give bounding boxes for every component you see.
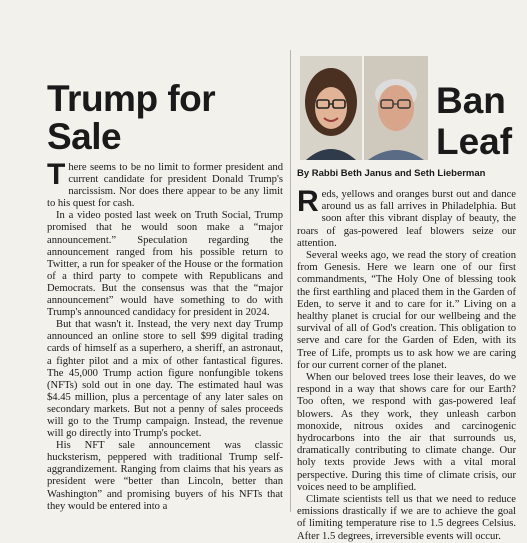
left-paragraph-3: But that wasn't it. Instead, the very next day Trump announced an online store to sell $99 digital trading cards of himself as a superhero, a sheriff, an astronaut, a fighter pilot and a mix of other fantastical figures. The 45,000 Trump action figure nonfungible tokens (NFTs) sold out in one day. The estimated haul was $4.45 million, plus a percentage of any later sales on secondary markets. But not a penny of sales proceeds will go to the Trump campaign. Instead, the revenue will go directly into Trump's pocket. <box>47 319 283 440</box>
right-paragraph-1-text: eds, yellows and oranges burst out and dance around us as fall arrives in Philadelphia. But soon after this vibrant display of beauty, the roars of gas-powered leaf blowers seize our attention. <box>297 189 516 249</box>
left-article <box>47 80 283 512</box>
author-photo-lieberman <box>364 56 428 160</box>
right-headline <box>436 80 512 162</box>
right-dropcap: R <box>297 185 319 218</box>
right-article-body <box>297 185 516 543</box>
right-paragraph-4: Climate scientists tell us that we need to reduce emissions drastically if we are to achieve the goal of limiting temperature rise to 1.5 degrees Celsius. After 1.5 degrees, irreversible events will occur. <box>297 494 516 542</box>
byline: By Rabbi Beth Janus and Seth Lieberman <box>297 168 486 179</box>
right-paragraph-3: When our beloved trees lose their leaves, do we respond in a way that shows care for our Earth? Too often, we respond with gas-powered leaf blowers. As they work, they unleash carbon monoxide, nitrous oxides and carcinogenic hydrocarbons into the air that surrounds us, dramatically contributing to climate change. Our holy texts provide Jews with a vital moral perspective. During this time of climate crisis, our voices need to be amplified. <box>297 372 516 493</box>
left-headline: Trump for Sale <box>47 78 216 157</box>
left-paragraph-1-text: here seems to be no limit to former president and current candidate for president Donald Trump's narcissism. Nor does there appear to be any limit to his quest for cash. <box>47 162 283 210</box>
right-paragraph-1 <box>297 185 516 250</box>
column-divider <box>290 50 291 512</box>
left-paragraph-2: In a video posted last week on Truth Social, Trump promised that he would soon make a “major announcement.” Speculation regarding the announcement ranged from his possible return to Twitter, a run for speaker of the House or the formation of a third party to compete with Republicans and Democrats. But the consensus was that the “major announcement” would have something to do with Trump's announced candidacy for president in 2024. <box>47 210 283 319</box>
right-headline-line-2: Leaf <box>436 121 513 162</box>
author-photo-janus <box>300 56 362 160</box>
right-paragraph-2: Several weeks ago, we read the story of creation from Genesis. Here we learn one of our first commandments, “The Holy One of blessing took the first earthling and placed them in the Garden of Eden, to serve it and to care for it.” Living on a healthy planet is crucial for our wellbeing and the survival of all of God's creation. This obligation to serve and care for the Garden of Eden, with its Tree of Life, prompts us to ask how we are caring for our current corner of the planet. <box>297 250 516 371</box>
left-article-body <box>47 158 283 513</box>
right-headline-line-1: Ban <box>436 80 506 121</box>
author-photos <box>297 50 527 160</box>
left-dropcap: T <box>47 158 66 191</box>
right-article <box>297 50 527 542</box>
left-paragraph-4: His NFT sale announcement was classic hucksterism, peppered with traditional Trump self-aggrandizement. Ranging from claims that his years as president were “better than Lincoln, better than Washington” and promising buyers of his NFTs that they would be entered into a <box>47 440 283 512</box>
left-paragraph-1 <box>47 158 283 210</box>
